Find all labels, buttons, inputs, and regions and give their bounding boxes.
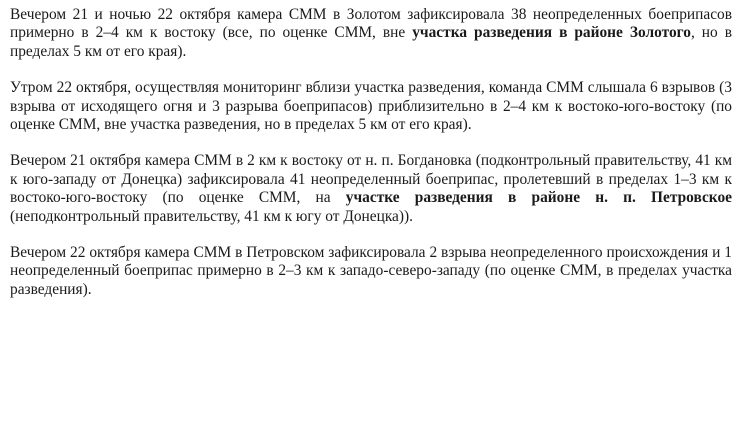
paragraph-1 <box>10 6 732 61</box>
paragraph-3 <box>10 152 732 226</box>
paragraph-1-text-end: , но в пределах 5 км от его края). <box>10 24 732 60</box>
paragraph-4 <box>10 244 732 299</box>
paragraph-3-text: Вечером 21 октября камера СММ в 2 км к востоку от н. п. Богдановка (подконтрольный правительству, 41 км к юго-западу от Донецка) зафиксировала 41 неопределенный боеприпас, пролетевший в пределах 1–3 км к востоко-юго-востоку (по оценке СММ, на <box>10 152 732 207</box>
paragraph-2 <box>10 79 732 134</box>
document-body <box>10 6 732 317</box>
paragraph-3-text-end: (неподконтрольный правительству, 41 км к югу от Донецка)). <box>10 207 413 225</box>
paragraph-4-text: Вечером 22 октября камера СММ в Петровском зафиксировала 2 взрыва неопределенного происхождения и 1 неопределенный боеприпас примерно в 2–3 км к западо-северо-западу (по оценке СММ, в пределах участка разведения). <box>10 244 732 298</box>
paragraph-2-text: Утром 22 октября, осуществляя мониторинг вблизи участка разведения, команда СММ слышала 6 взрывов (3 взрыва от исходящего огня и 3 разрыва боеприпасов) приблизительно в 2–4 км к востоко-юго-востоку (по оценке СММ, вне участка разведения, но в пределах 5 км от его края). <box>10 79 732 134</box>
paragraph-3-bold-text: участке разведения в районе н. п. Петровское <box>345 189 732 207</box>
paragraph-1-bold-text: участка разведения в районе Золотого <box>412 24 691 42</box>
paragraph-1-text: Вечером 21 и ночью 22 октября камера СММ в Золотом зафиксировала 38 неопределенных боеприпасов примерно в 2–4 км к востоку (все, по оценке СММ, вне <box>10 6 732 42</box>
